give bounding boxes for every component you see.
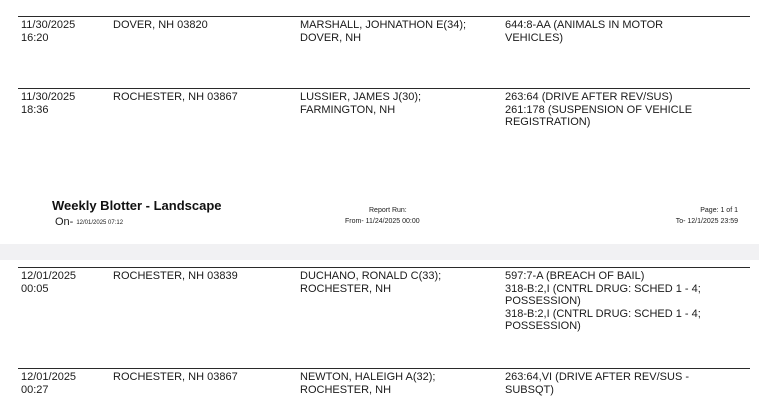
report-header (0, 196, 759, 236)
page-break (0, 244, 759, 260)
charge-line: 644:8-AA (ANIMALS IN MOTOR (505, 19, 664, 31)
to-label: To- (675, 218, 686, 225)
on-value: 12/01/2025 07:12 (76, 220, 124, 226)
person-name: NEWTON, HALEIGH A(32); (300, 371, 436, 383)
charge-line: VEHICLES) (505, 31, 564, 44)
record-charges (505, 270, 701, 333)
record-person (300, 91, 421, 116)
person-town: ROCHESTER, NH (300, 282, 392, 295)
record-date: 11/30/2025 (21, 91, 76, 103)
record-person (300, 19, 466, 44)
record-datetime (21, 371, 76, 396)
record-divider (18, 267, 750, 268)
charge-line: POSSESSION) (505, 295, 581, 307)
report-to-date (676, 218, 738, 225)
from-value: 11/24/2025 00:00 (365, 218, 420, 225)
charge-line: REGISTRATION) (505, 116, 591, 128)
record-datetime (21, 91, 75, 116)
charge-line: 263:64,VI (DRIVE AFTER REV/SUS - (505, 371, 690, 383)
person-town: DOVER, NH (300, 31, 362, 44)
charge-line: SUBSQT) (505, 383, 554, 396)
report-run-label: Report Run: (369, 207, 407, 214)
record-date: 11/30/2025 (21, 19, 76, 31)
charge-line: 261:178 (SUSPENSION OF VEHICLE (505, 103, 693, 116)
charge-line: 597:7-A (BREACH OF BAIL) (505, 270, 645, 282)
report-from-date (345, 218, 420, 225)
charge-line: 318-B:2,I (CNTRL DRUG: SCHED 1 - 4; (505, 282, 701, 295)
record-divider (18, 88, 750, 89)
record-charges (505, 19, 663, 44)
person-town: ROCHESTER, NH (300, 383, 392, 396)
person-name: DUCHANO, RONALD C(33); (300, 270, 442, 282)
charge-line: 263:64 (DRIVE AFTER REV/SUS) (505, 91, 673, 103)
record-location: ROCHESTER, NH 03839 (113, 270, 238, 282)
record-person (300, 371, 436, 396)
report-on-date (55, 216, 123, 228)
on-label: On- (55, 216, 74, 228)
from-label: From- (345, 218, 364, 225)
record-person (300, 270, 441, 295)
record-date: 12/01/2025 (21, 371, 77, 383)
record-datetime (21, 19, 75, 44)
person-name: LUSSIER, JAMES J(30); (300, 91, 422, 103)
person-name: MARSHALL, JOHNATHON E(34); (300, 19, 467, 31)
report-title: Weekly Blotter - Landscape (52, 198, 222, 213)
record-location: DOVER, NH 03820 (113, 19, 208, 31)
person-town: FARMINGTON, NH (300, 103, 396, 116)
record-time: 18:36 (21, 103, 49, 116)
to-value: 12/1/2025 23:59 (687, 218, 738, 225)
record-charges (505, 91, 692, 129)
record-divider (18, 368, 750, 369)
record-location: ROCHESTER, NH 03867 (113, 91, 238, 103)
record-date: 12/01/2025 (21, 270, 77, 282)
record-time: 00:05 (21, 282, 49, 295)
record-charges (505, 371, 689, 396)
record-time: 16:20 (21, 31, 49, 44)
record-datetime (21, 270, 76, 295)
report-page-number: Page: 1 of 1 (700, 207, 738, 214)
charge-line: POSSESSION) (505, 320, 581, 332)
record-time: 00:27 (21, 383, 49, 396)
charge-line: 318-B:2,I (CNTRL DRUG: SCHED 1 - 4; (505, 307, 701, 320)
record-location: ROCHESTER, NH 03867 (113, 371, 238, 383)
record-divider (18, 16, 750, 17)
